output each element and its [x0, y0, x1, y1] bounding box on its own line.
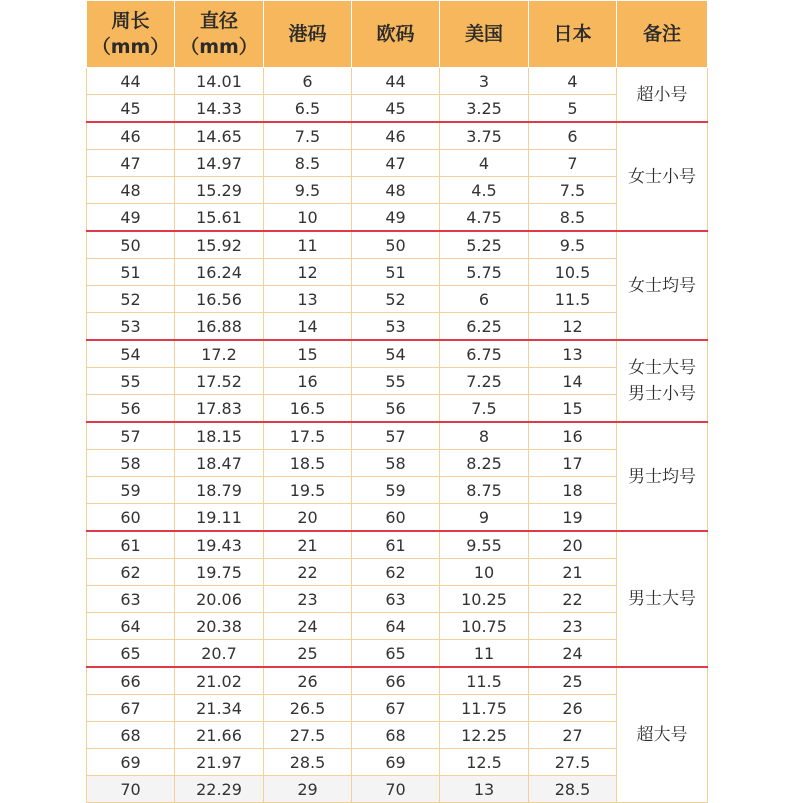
- table-row: [87, 259, 708, 286]
- cell-circumference: 56: [87, 395, 175, 423]
- cell-jp-size: 21: [529, 559, 617, 586]
- cell-circumference: 45: [87, 95, 175, 123]
- cell-jp-size: 13: [529, 340, 617, 368]
- header-label: 直径: [199, 10, 238, 32]
- header-diameter: [175, 1, 264, 68]
- cell-diameter: 19.11: [175, 504, 264, 532]
- cell-circumference: 68: [87, 722, 175, 749]
- cell-hk-size: 14: [264, 313, 352, 341]
- cell-eu-size: 44: [352, 68, 440, 95]
- table-row: [87, 95, 708, 123]
- cell-jp-size: 8.5: [529, 204, 617, 232]
- cell-diameter: 17.52: [175, 368, 264, 395]
- header-label: （mm）: [91, 36, 170, 58]
- cell-us-size: 4.75: [440, 204, 529, 232]
- table-row: [87, 640, 708, 668]
- table-row: [87, 150, 708, 177]
- cell-jp-size: 24: [529, 640, 617, 668]
- note-label: 男士大号: [628, 589, 696, 609]
- cell-diameter: 14.65: [175, 122, 264, 150]
- cell-circumference: 52: [87, 286, 175, 313]
- size-group-note: [617, 122, 708, 231]
- cell-us-size: 7.5: [440, 395, 529, 423]
- cell-jp-size: 23: [529, 613, 617, 640]
- cell-diameter: 21.66: [175, 722, 264, 749]
- cell-hk-size: 12: [264, 259, 352, 286]
- table-row: [87, 204, 708, 232]
- header-note: [617, 1, 708, 68]
- cell-eu-size: 46: [352, 122, 440, 150]
- cell-circumference: 46: [87, 122, 175, 150]
- size-group-note: [617, 340, 708, 422]
- cell-jp-size: 9.5: [529, 231, 617, 259]
- note-label: 女士大号: [628, 358, 696, 378]
- table-body: [87, 68, 708, 803]
- cell-eu-size: 53: [352, 313, 440, 341]
- cell-hk-size: 20: [264, 504, 352, 532]
- cell-eu-size: 51: [352, 259, 440, 286]
- cell-us-size: 10: [440, 559, 529, 586]
- cell-diameter: 18.47: [175, 450, 264, 477]
- cell-circumference: 58: [87, 450, 175, 477]
- note-label: 女士小号: [628, 166, 696, 187]
- cell-circumference: 63: [87, 586, 175, 613]
- cell-diameter: 20.06: [175, 586, 264, 613]
- cell-hk-size: 16: [264, 368, 352, 395]
- cell-jp-size: 19: [529, 504, 617, 532]
- cell-diameter: 16.88: [175, 313, 264, 341]
- cell-eu-size: 52: [352, 286, 440, 313]
- cell-us-size: 9: [440, 504, 529, 532]
- header-jp-size: [529, 1, 617, 68]
- cell-eu-size: 60: [352, 504, 440, 532]
- cell-circumference: 65: [87, 640, 175, 668]
- cell-circumference: 53: [87, 313, 175, 341]
- cell-circumference: 51: [87, 259, 175, 286]
- cell-hk-size: 11: [264, 231, 352, 259]
- cell-diameter: 18.79: [175, 477, 264, 504]
- cell-us-size: 6.25: [440, 313, 529, 341]
- header-label: 周长: [111, 10, 150, 32]
- table-row: [87, 776, 708, 803]
- cell-us-size: 5.75: [440, 259, 529, 286]
- cell-circumference: 60: [87, 504, 175, 532]
- size-group-note: [617, 68, 708, 123]
- table-row: [87, 749, 708, 776]
- cell-eu-size: 62: [352, 559, 440, 586]
- cell-hk-size: 13: [264, 286, 352, 313]
- table-row: [87, 586, 708, 613]
- cell-circumference: 67: [87, 695, 175, 722]
- cell-hk-size: 19.5: [264, 477, 352, 504]
- cell-diameter: 15.92: [175, 231, 264, 259]
- cell-jp-size: 14: [529, 368, 617, 395]
- cell-jp-size: 11.5: [529, 286, 617, 313]
- table-row: [87, 286, 708, 313]
- cell-jp-size: 22: [529, 586, 617, 613]
- cell-jp-size: 12: [529, 313, 617, 341]
- note-label: 男士小号: [628, 384, 696, 404]
- cell-jp-size: 7.5: [529, 177, 617, 204]
- table-header: [87, 1, 708, 68]
- cell-eu-size: 64: [352, 613, 440, 640]
- cell-us-size: 3: [440, 68, 529, 95]
- cell-circumference: 54: [87, 340, 175, 368]
- cell-hk-size: 22: [264, 559, 352, 586]
- cell-jp-size: 6: [529, 122, 617, 150]
- table-row: [87, 559, 708, 586]
- cell-us-size: 6.75: [440, 340, 529, 368]
- header-label: （mm）: [180, 36, 258, 58]
- cell-eu-size: 54: [352, 340, 440, 368]
- cell-circumference: 62: [87, 559, 175, 586]
- cell-jp-size: 27: [529, 722, 617, 749]
- cell-us-size: 9.55: [440, 531, 529, 559]
- size-group-note: [617, 422, 708, 531]
- cell-diameter: 17.2: [175, 340, 264, 368]
- table-row: [87, 368, 708, 395]
- cell-circumference: 61: [87, 531, 175, 559]
- cell-eu-size: 47: [352, 150, 440, 177]
- cell-diameter: 14.33: [175, 95, 264, 123]
- cell-jp-size: 7: [529, 150, 617, 177]
- cell-circumference: 50: [87, 231, 175, 259]
- header-eu-size: [352, 1, 440, 68]
- table-row: [87, 313, 708, 341]
- cell-hk-size: 15: [264, 340, 352, 368]
- ring-size-table: [86, 0, 708, 803]
- table-row: [87, 450, 708, 477]
- cell-hk-size: 26: [264, 667, 352, 695]
- note-label: 女士均号: [628, 275, 696, 296]
- cell-jp-size: 27.5: [529, 749, 617, 776]
- table-row: [87, 395, 708, 423]
- cell-hk-size: 10: [264, 204, 352, 232]
- cell-eu-size: 45: [352, 95, 440, 123]
- cell-eu-size: 66: [352, 667, 440, 695]
- cell-us-size: 12.25: [440, 722, 529, 749]
- header-circumference: [87, 1, 175, 68]
- cell-us-size: 10.75: [440, 613, 529, 640]
- header-label: 欧码: [376, 23, 415, 45]
- cell-circumference: 59: [87, 477, 175, 504]
- cell-eu-size: 58: [352, 450, 440, 477]
- cell-diameter: 18.15: [175, 422, 264, 450]
- cell-diameter: 15.61: [175, 204, 264, 232]
- cell-eu-size: 50: [352, 231, 440, 259]
- table-row: [87, 531, 708, 559]
- cell-eu-size: 57: [352, 422, 440, 450]
- cell-eu-size: 67: [352, 695, 440, 722]
- cell-hk-size: 26.5: [264, 695, 352, 722]
- cell-us-size: 6: [440, 286, 529, 313]
- cell-us-size: 13: [440, 776, 529, 803]
- table-row: [87, 68, 708, 95]
- cell-eu-size: 70: [352, 776, 440, 803]
- header-label: 港码: [288, 23, 327, 45]
- cell-circumference: 64: [87, 613, 175, 640]
- cell-us-size: 8.25: [440, 450, 529, 477]
- table-row: [87, 667, 708, 695]
- table-row: [87, 695, 708, 722]
- cell-circumference: 70: [87, 776, 175, 803]
- cell-diameter: 17.83: [175, 395, 264, 423]
- size-group-note: [617, 231, 708, 340]
- cell-us-size: 5.25: [440, 231, 529, 259]
- cell-us-size: 11.5: [440, 667, 529, 695]
- table-row: [87, 122, 708, 150]
- cell-diameter: 14.01: [175, 68, 264, 95]
- cell-hk-size: 8.5: [264, 150, 352, 177]
- cell-hk-size: 6.5: [264, 95, 352, 123]
- table-row: [87, 504, 708, 532]
- cell-hk-size: 23: [264, 586, 352, 613]
- cell-diameter: 19.43: [175, 531, 264, 559]
- cell-circumference: 44: [87, 68, 175, 95]
- note-label: 超小号: [636, 84, 688, 105]
- table-row: [87, 340, 708, 368]
- table-row: [87, 177, 708, 204]
- cell-hk-size: 24: [264, 613, 352, 640]
- cell-us-size: 4.5: [440, 177, 529, 204]
- header-row: [87, 1, 708, 68]
- cell-circumference: 48: [87, 177, 175, 204]
- cell-eu-size: 59: [352, 477, 440, 504]
- table-row: [87, 231, 708, 259]
- cell-us-size: 12.5: [440, 749, 529, 776]
- cell-eu-size: 61: [352, 531, 440, 559]
- note-label: 男士均号: [628, 466, 696, 487]
- cell-hk-size: 9.5: [264, 177, 352, 204]
- cell-hk-size: 6: [264, 68, 352, 95]
- cell-us-size: 11.75: [440, 695, 529, 722]
- cell-jp-size: 18: [529, 477, 617, 504]
- cell-jp-size: 5: [529, 95, 617, 123]
- cell-hk-size: 16.5: [264, 395, 352, 423]
- cell-us-size: 4: [440, 150, 529, 177]
- cell-diameter: 22.29: [175, 776, 264, 803]
- header-label: 日本: [553, 23, 592, 45]
- cell-eu-size: 48: [352, 177, 440, 204]
- cell-eu-size: 69: [352, 749, 440, 776]
- cell-circumference: 69: [87, 749, 175, 776]
- cell-circumference: 49: [87, 204, 175, 232]
- header-label: 备注: [642, 23, 681, 45]
- size-group-note: [617, 531, 708, 667]
- cell-us-size: 3.25: [440, 95, 529, 123]
- cell-us-size: 10.25: [440, 586, 529, 613]
- cell-diameter: 21.02: [175, 667, 264, 695]
- cell-eu-size: 65: [352, 640, 440, 668]
- cell-us-size: 7.25: [440, 368, 529, 395]
- cell-diameter: 20.7: [175, 640, 264, 668]
- cell-hk-size: 17.5: [264, 422, 352, 450]
- cell-hk-size: 27.5: [264, 722, 352, 749]
- cell-diameter: 14.97: [175, 150, 264, 177]
- header-hk-size: [264, 1, 352, 68]
- cell-eu-size: 63: [352, 586, 440, 613]
- cell-diameter: 16.24: [175, 259, 264, 286]
- table-row: [87, 613, 708, 640]
- table-row: [87, 477, 708, 504]
- size-group-note: [617, 667, 708, 803]
- cell-jp-size: 16: [529, 422, 617, 450]
- cell-jp-size: 28.5: [529, 776, 617, 803]
- cell-diameter: 21.34: [175, 695, 264, 722]
- cell-us-size: 3.75: [440, 122, 529, 150]
- cell-jp-size: 10.5: [529, 259, 617, 286]
- cell-diameter: 16.56: [175, 286, 264, 313]
- cell-diameter: 20.38: [175, 613, 264, 640]
- cell-jp-size: 20: [529, 531, 617, 559]
- cell-jp-size: 25: [529, 667, 617, 695]
- cell-us-size: 8.75: [440, 477, 529, 504]
- cell-hk-size: 7.5: [264, 122, 352, 150]
- header-label: 美国: [464, 23, 503, 45]
- cell-circumference: 66: [87, 667, 175, 695]
- cell-hk-size: 25: [264, 640, 352, 668]
- cell-us-size: 8: [440, 422, 529, 450]
- cell-hk-size: 28.5: [264, 749, 352, 776]
- header-us-size: [440, 1, 529, 68]
- cell-eu-size: 68: [352, 722, 440, 749]
- cell-eu-size: 55: [352, 368, 440, 395]
- cell-us-size: 11: [440, 640, 529, 668]
- cell-circumference: 55: [87, 368, 175, 395]
- cell-eu-size: 49: [352, 204, 440, 232]
- cell-jp-size: 26: [529, 695, 617, 722]
- cell-hk-size: 21: [264, 531, 352, 559]
- cell-hk-size: 29: [264, 776, 352, 803]
- cell-diameter: 19.75: [175, 559, 264, 586]
- cell-hk-size: 18.5: [264, 450, 352, 477]
- note-label: 超大号: [636, 725, 688, 745]
- cell-jp-size: 17: [529, 450, 617, 477]
- cell-circumference: 57: [87, 422, 175, 450]
- cell-circumference: 47: [87, 150, 175, 177]
- table-row: [87, 422, 708, 450]
- cell-diameter: 15.29: [175, 177, 264, 204]
- cell-jp-size: 4: [529, 68, 617, 95]
- cell-diameter: 21.97: [175, 749, 264, 776]
- cell-eu-size: 56: [352, 395, 440, 423]
- table-row: [87, 722, 708, 749]
- cell-jp-size: 15: [529, 395, 617, 423]
